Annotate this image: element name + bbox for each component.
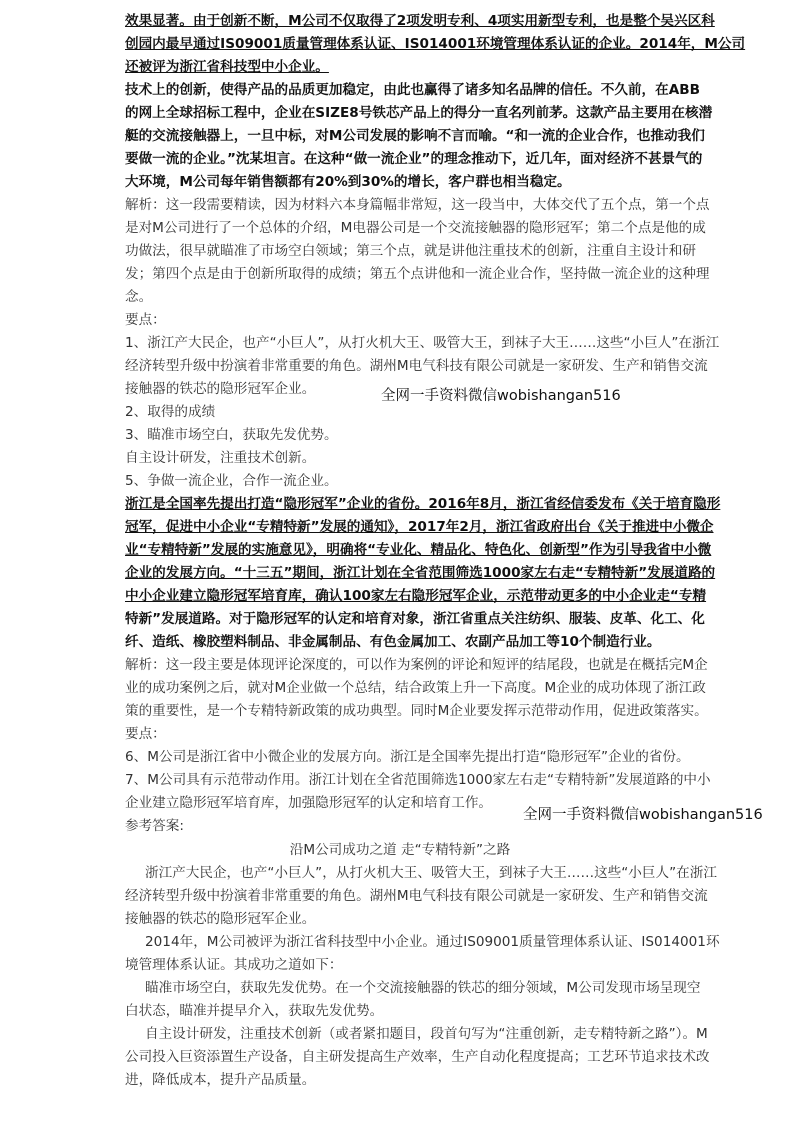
text-line: 艇的交流接触器上，一旦中标，对M公司发展的影响不言而喻。“和一流的企业合作，也推动我们 bbox=[125, 128, 705, 144]
list-item: 7、M公司具有示范带动作用。浙江计划在全省范围筛选1000家左右走“专精特新”发展道路的中小 bbox=[125, 772, 711, 788]
analysis-block-2 bbox=[125, 654, 708, 723]
list-item: 6、M公司是浙江省中小微企业的发展方向。浙江是全国率先提出打造“隐形冠军”企业的省份。 bbox=[125, 749, 690, 765]
text-line: 念。 bbox=[125, 289, 153, 305]
watermark-text: 全网一手资料微信wobishangan516 bbox=[523, 807, 763, 823]
text-line: 境管理体系认证。其成功之道如下： bbox=[125, 957, 343, 973]
list-item: 企业建立隐形冠军培育库，加强隐形冠军的认定和培育工作。 bbox=[125, 795, 493, 811]
text-line: 中小企业建立隐形冠军培育库，确认100家左右隐形冠军企业，示范带动更多的中小企业走“专精 bbox=[125, 588, 707, 604]
analysis-block-1 bbox=[125, 194, 710, 309]
text-line: 大环境，M公司每年销售额都有20%到30%的增长，客户群也相当稳定。 bbox=[125, 174, 571, 190]
list-item: 1、浙江产大民企，也产“小巨人”，从打火机大王、吸管大王，到袜子大王……这些“小巨人”在浙江 bbox=[125, 335, 720, 351]
list-item: 自主设计研发，注重技术创新。 bbox=[125, 450, 316, 466]
text-line: 策的重要性，是一个专精特新政策的成功典型。同时M企业要发挥示范带动作用，促进政策落实。 bbox=[125, 703, 708, 719]
text-line: 特新”发展道路。对于隐形冠军的认定和培育对象，浙江省重点关注纺织、服装、皮革、化工、化 bbox=[125, 611, 705, 627]
answer-title: 沿M公司成功之道 走“专精特新”之路 bbox=[289, 842, 511, 858]
text-line: 业“专精特新”发展的实施意见》，明确将“专业化、精品化、特色化、创新型”作为引导我省中小微 bbox=[125, 542, 712, 558]
text-line: 浙江产大民企，也产“小巨人”，从打火机大王、吸管大王，到袜子大王……这些“小巨人”在浙江 bbox=[145, 865, 717, 881]
text-line: 技术上的创新，使得产品的品质更加稳定，由此也赢得了诸多知名品牌的信任。不久前，在ABB bbox=[125, 82, 700, 98]
list-item: 3、瞄准市场空白，获取先发优势。 bbox=[125, 427, 338, 443]
text-line: 进，降低成本，提升产品质量。 bbox=[125, 1072, 316, 1088]
list-item: 5、争做一流企业，合作一流企业。 bbox=[125, 473, 338, 489]
list-item: 经济转型升级中扮演着非常重要的角色。湖州M电气科技有限公司就是一家研发、生产和销售交流 bbox=[125, 358, 708, 374]
key-points-heading: 要点： bbox=[125, 312, 166, 328]
text-line: 冠军，促进中小企业“专精特新”发展的通知》，2017年2月，浙江省政府出台《关于推进中小微企 bbox=[125, 519, 714, 535]
text-line: 纤、造纸、橡胶塑料制品、非金属制品、有色金属加工、农副产品加工等10个制造行业。 bbox=[125, 634, 661, 650]
watermark-text: 全网一手资料微信wobishangan516 bbox=[381, 388, 621, 404]
text-line: 是对M公司进行了一个总体的介绍，M电器公司是一个交流接触器的隐形冠军；第二个点是他的成 bbox=[125, 220, 706, 236]
list-item: 2、取得的成绩 bbox=[125, 404, 216, 420]
text-line: 还被评为浙江省科技型中小企业。 bbox=[125, 59, 329, 75]
text-line: 经济转型升级中扮演着非常重要的角色。湖州M电气科技有限公司就是一家研发、生产和销售交流 bbox=[125, 888, 708, 904]
paragraph-hidden-champion-policy bbox=[125, 493, 721, 654]
text-line: 解析：这一段需要精读，因为材料六本身篇幅非常短，这一段当中，大体交代了五个点，第一个点 bbox=[125, 197, 710, 213]
key-points-heading: 要点： bbox=[125, 726, 166, 742]
paragraph-innovation-results bbox=[125, 10, 746, 79]
document-page bbox=[125, 10, 746, 1092]
text-line: 浙江是全国率先提出打造“隐形冠军”企业的省份。2016年8月，浙江省经信委发布《关于培育隐形 bbox=[125, 496, 721, 512]
key-points-block-2 bbox=[125, 723, 711, 815]
text-line: 接触器的铁芯的隐形冠军企业。 bbox=[125, 911, 316, 927]
text-line: 自主设计研发，注重技术创新（或者紧扣题目，段首句写为“注重创新，走专精特新之路”）。M bbox=[145, 1026, 708, 1042]
text-line: 企业的发展方向。“十三五”期间，浙江计划在全省范围筛选1000家左右走“专精特新”发展道路的 bbox=[125, 565, 716, 581]
paragraph-technical-innovation bbox=[125, 79, 713, 194]
reference-answer-label: 参考答案: bbox=[125, 818, 184, 834]
list-item: 接触器的铁芯的隐形冠军企业。 bbox=[125, 381, 316, 397]
text-line: 功做法，很早就瞄准了市场空白领域；第三个点，就是讲他注重技术的创新，注重自主设计和研 bbox=[125, 243, 696, 259]
text-line: 解析：这一段主要是体现评论深度的，可以作为案例的评论和短评的结尾段，也就是在概括完M企 bbox=[125, 657, 708, 673]
text-line: 效果显著。由于创新不断，M公司不仅取得了2项发明专利、4项实用新型专利，也是整个吴兴区科 bbox=[125, 13, 715, 29]
text-line: 2014年，M公司被评为浙江省科技型中小企业。通过IS09001质量管理体系认证、IS014001环 bbox=[145, 934, 720, 950]
text-line: 瞄准市场空白，获取先发优势。在一个交流接触器的铁芯的细分领域，M公司发现市场呈现空 bbox=[145, 980, 701, 996]
text-line: 要做一流的企业。”沈某坦言。在这种“做一流企业”的理念推动下，近几年，面对经济不甚景气的 bbox=[125, 151, 703, 167]
text-line: 白状态，瞄准并提早介入，获取先发优势。 bbox=[125, 1003, 384, 1019]
text-line: 创园内最早通过IS09001质量管理体系认证、IS014001环境管理体系认证的企业。2014年，M公司 bbox=[125, 36, 746, 52]
text-line: 公司投入巨资添置生产设备，自主研发提高生产效率，生产自动化程度提高；工艺环节追求技术改 bbox=[125, 1049, 710, 1065]
text-line: 发；第四个点是由于创新所取得的成绩；第五个点讲他和一流企业合作，坚持做一流企业的这种理 bbox=[125, 266, 710, 282]
text-line: 的网上全球招标工程中，企业在SIZE8号铁芯产品上的得分一直名列前茅。这款产品主要用在核潜 bbox=[125, 105, 713, 121]
reference-answer bbox=[125, 815, 720, 1092]
text-line: 业的成功案例之后，就对M企业做一个总结，结合政策上升一下高度。M企业的成功体现了浙江政 bbox=[125, 680, 706, 696]
